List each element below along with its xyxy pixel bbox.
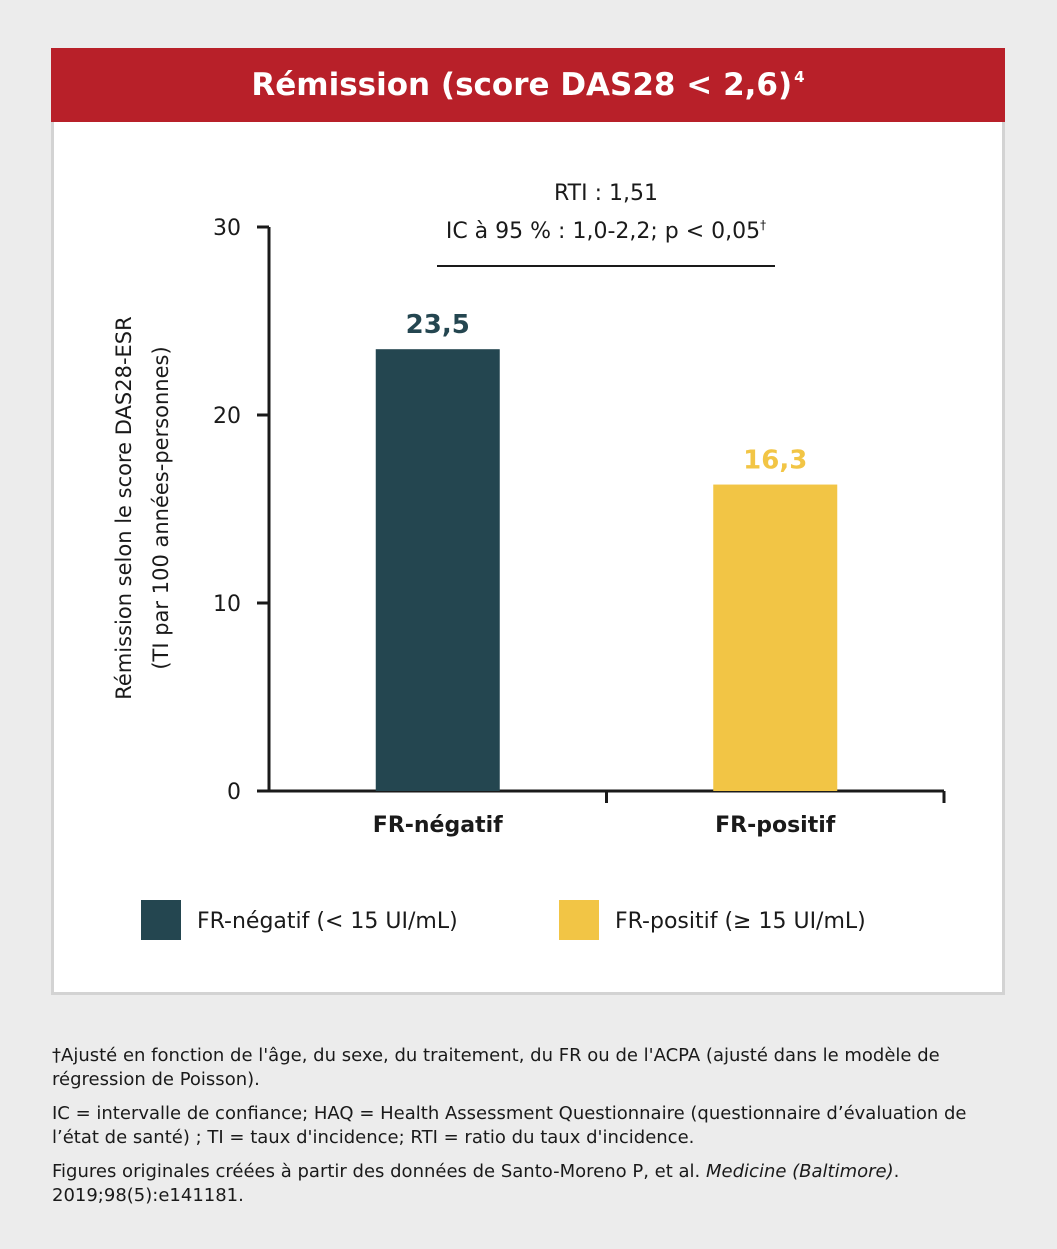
ci-annotation-text: IC à 95 % : 1,0-2,2; p < 0,05 (445, 219, 761, 244)
bar-fr-negatif (376, 349, 500, 791)
y-tick-label: 10 (213, 592, 241, 617)
y-axis-label-line1: Rémission selon le score DAS28-ESR (112, 316, 136, 700)
y-tick-label: 20 (213, 404, 241, 429)
footnote-adjusted: †Ajusté en fonction de l'âge, du sexe, du traitement, du FR ou de l'ACPA (ajusté dans le modèle de régression de Poisson). (52, 1045, 940, 1090)
source-text: Figures originales créées à partir des données de Santo-Moreno P, et al. (52, 1161, 707, 1182)
source-citation: . 2019;98(5):e141181. (52, 1161, 900, 1206)
legend-label-positive: FR-positif (≥ 15 UI/mL) (615, 909, 866, 934)
source-journal: Medicine (Baltimore) (706, 1161, 894, 1182)
bar-value-label: 16,3 (743, 445, 808, 476)
title-reference: 4 (794, 68, 805, 86)
bar-fr-positif (713, 485, 837, 791)
rti-annotation: RTI : 1,51 (554, 181, 658, 206)
plot-area (213, 216, 944, 838)
y-axis-label-line2: (TI par 100 années-personnes) (149, 346, 173, 670)
x-category-label: FR-négatif (372, 813, 503, 838)
legend-swatch-negative (141, 900, 181, 940)
chart-title: Rémission (score DAS28 < 2,6) (251, 67, 793, 103)
ci-annotation-dagger: † (760, 218, 767, 232)
x-category-label: FR-positif (715, 813, 836, 838)
y-tick-label: 30 (213, 216, 241, 241)
footnote-source (52, 1160, 972, 1208)
ci-annotation (446, 218, 766, 244)
legend-label-negative: FR-négatif (< 15 UI/mL) (197, 909, 458, 934)
footnotes (52, 1044, 972, 1218)
y-tick-label: 0 (227, 780, 241, 805)
legend-swatch-positive (559, 900, 599, 940)
y-axis-label (112, 316, 173, 699)
bar-value-label: 23,5 (405, 310, 470, 341)
footnote-abbreviations: IC = intervalle de confiance; HAQ = Health Assessment Questionnaire (questionnaire d’évaluation de l’état de santé) ; TI = taux d'incidence; RTI = ratio du taux d'incidence. (52, 1103, 967, 1148)
